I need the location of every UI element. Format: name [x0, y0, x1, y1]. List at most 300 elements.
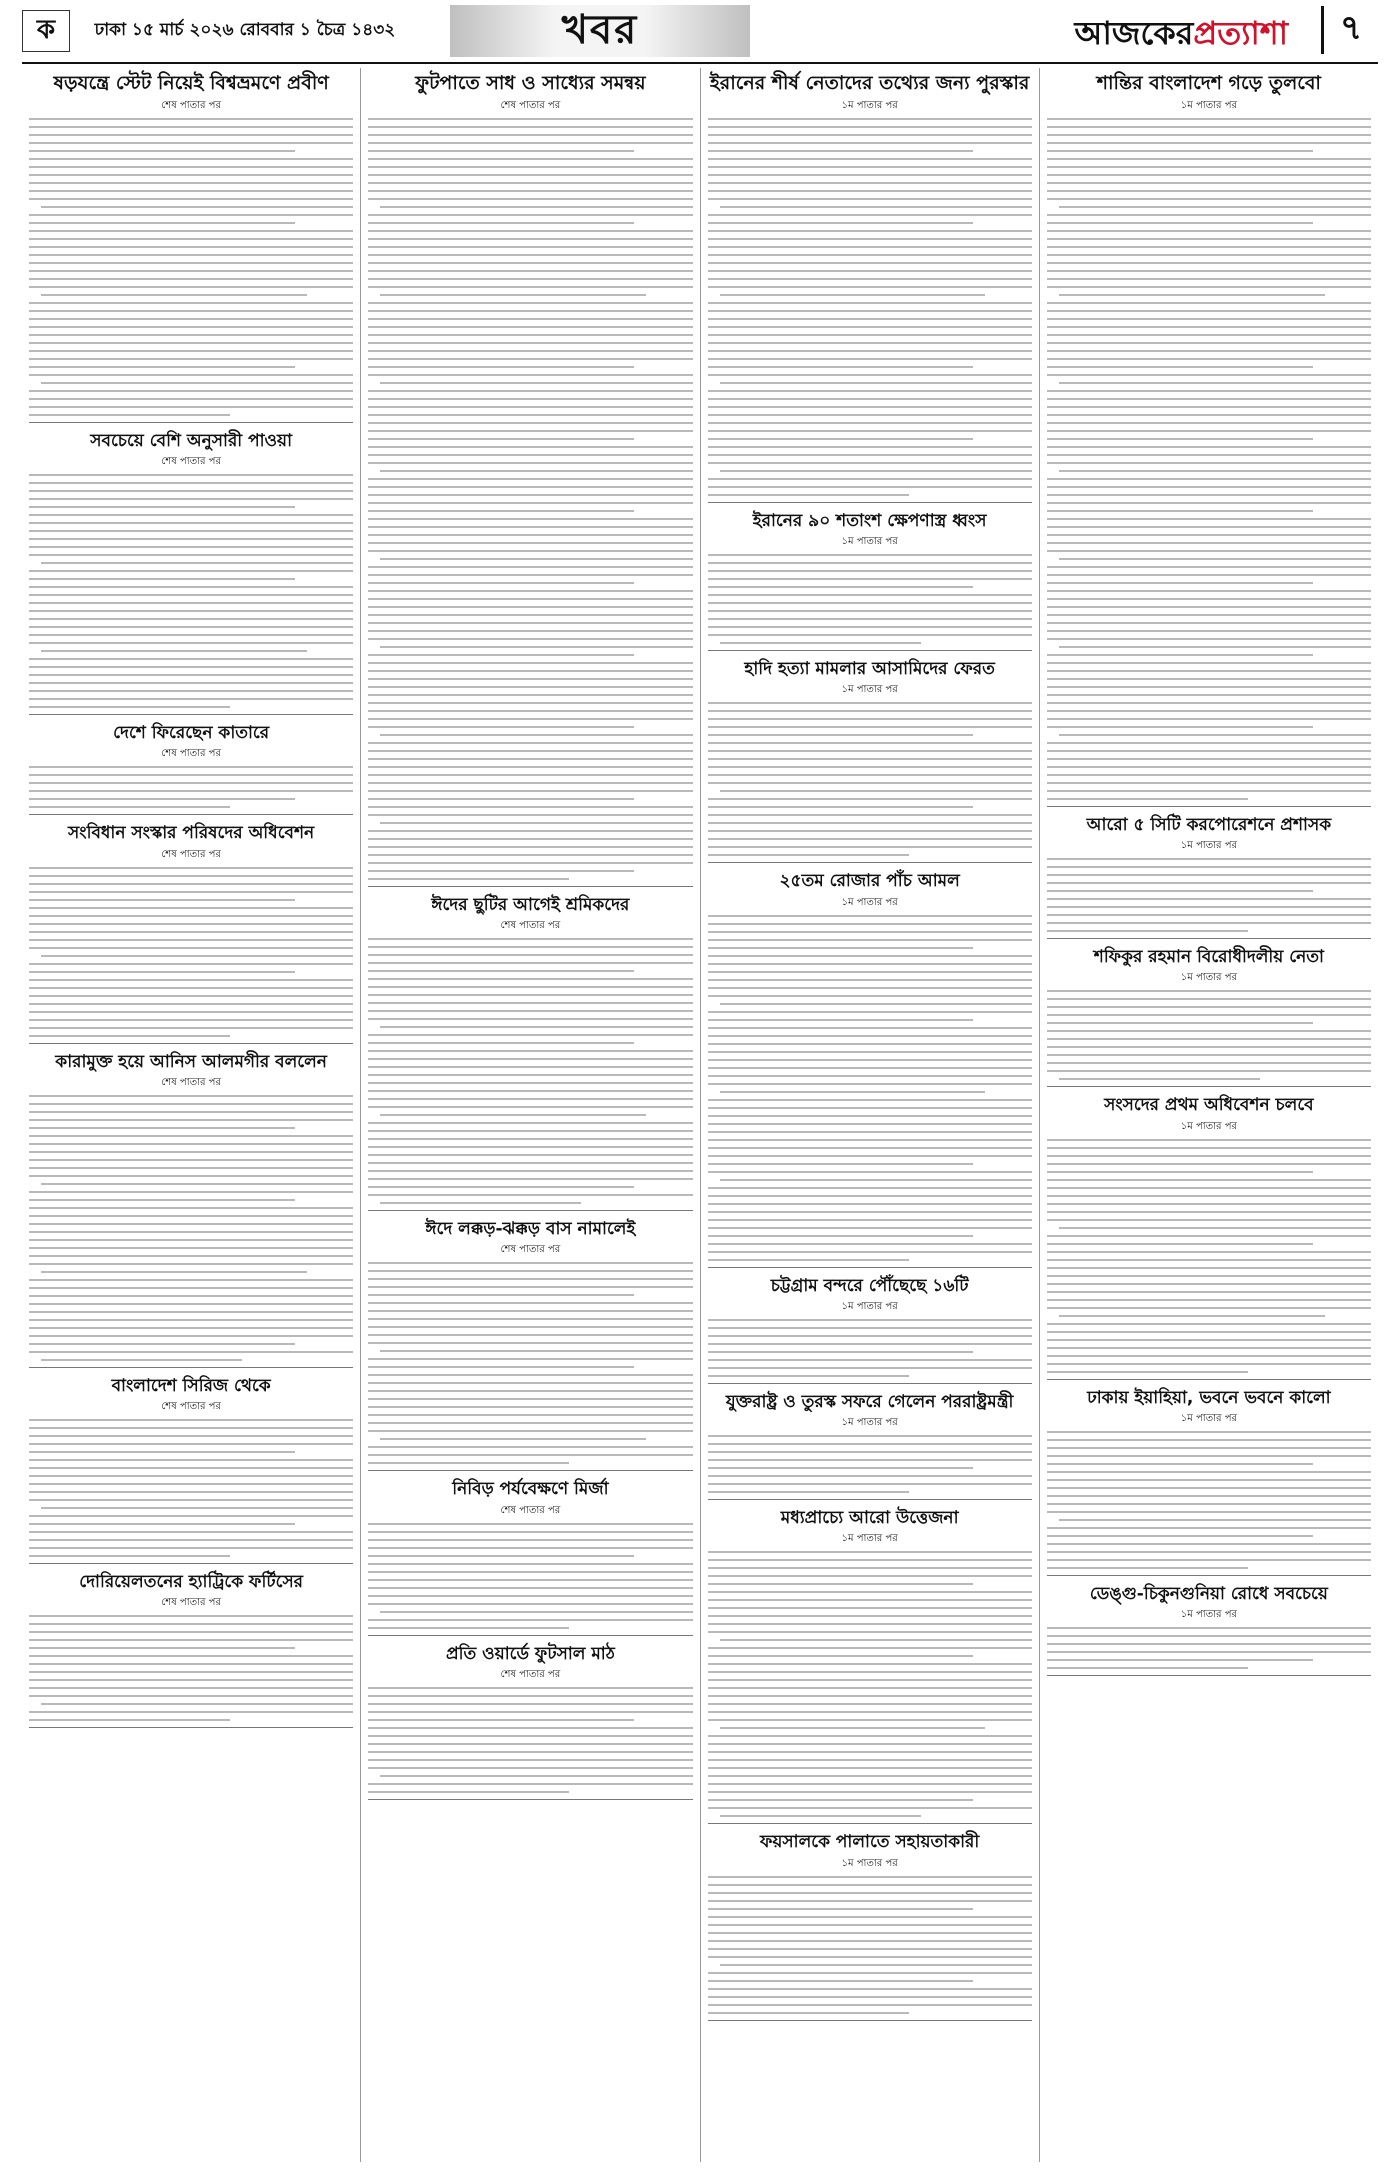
text-line	[368, 962, 692, 964]
text-line	[708, 1435, 1032, 1437]
text-line	[368, 978, 692, 980]
text-line	[29, 923, 353, 925]
article-headline[interactable]: যুক্তরাষ্ট্র ও তুরস্ক সফরে গেলেন পররাষ্ট্রমন্ত্রী	[725, 1391, 1014, 1412]
article	[708, 511, 1032, 651]
article-headline[interactable]: ইরানের শীর্ষ নেতাদের তথ্যের জন্য পুরস্কার	[709, 72, 1030, 94]
text-line	[708, 1375, 909, 1377]
continued-from: ১ম পাতার পর	[841, 536, 898, 547]
text-line	[29, 698, 353, 700]
article	[708, 1508, 1032, 1824]
text-line	[708, 430, 1032, 432]
article-headline[interactable]: হাদি হত্যা মামলার আসামিদের ফেরত	[744, 659, 995, 679]
text-line	[368, 758, 692, 760]
text-line	[29, 1175, 353, 1177]
text-line	[29, 498, 353, 500]
text-line	[368, 1366, 634, 1368]
text-line	[1059, 646, 1371, 648]
text-line	[1047, 1070, 1371, 1072]
text-line	[708, 446, 1032, 448]
text-line	[368, 326, 692, 328]
article-body	[708, 1876, 1032, 2014]
text-line	[1047, 890, 1313, 892]
text-line	[368, 702, 692, 704]
text-line	[1047, 1054, 1371, 1056]
article-divider	[1047, 1575, 1371, 1576]
text-line	[1047, 1219, 1371, 1221]
text-line	[368, 214, 692, 216]
text-line	[1047, 1635, 1371, 1637]
article-divider	[1047, 1379, 1371, 1380]
article-headline[interactable]: সংবিধান সংস্কার পরিষদের অধিবেশন	[68, 823, 315, 844]
text-line	[380, 470, 692, 472]
text-line	[29, 570, 353, 572]
text-line	[368, 1310, 692, 1312]
text-line	[1047, 398, 1371, 400]
article-headline[interactable]: ঈদের ছুটির আগেই শ্রমিকদের	[431, 894, 630, 915]
text-line	[1047, 430, 1371, 432]
text-line	[708, 1703, 1032, 1705]
text-line	[708, 254, 1032, 256]
article-body	[1047, 990, 1371, 1080]
text-line	[29, 995, 353, 997]
text-line	[1047, 1195, 1371, 1197]
text-line	[29, 318, 353, 320]
text-line	[708, 1687, 1032, 1689]
text-line	[1047, 678, 1371, 680]
text-line	[708, 1972, 1032, 1974]
text-line	[29, 891, 353, 893]
continued-from: শেষ পাতার পর	[161, 848, 221, 860]
text-line	[29, 270, 353, 272]
text-line	[1047, 1463, 1313, 1465]
text-line	[368, 1539, 692, 1541]
text-line	[1047, 214, 1371, 216]
article-headline[interactable]: ফয়সালকে পালাতে সহায়তাকারী	[759, 1832, 980, 1853]
text-line	[29, 1483, 353, 1485]
article-headline[interactable]: শান্তির বাংলাদেশ গড়ে তুলবো	[1096, 72, 1321, 94]
text-line	[1059, 382, 1371, 384]
article-headline[interactable]: দোরিয়েলতনের হ্যাট্রিকে ফর্টিসের	[79, 1572, 304, 1592]
text-line	[1059, 1315, 1325, 1317]
continued-from: ১ম পাতার পর	[841, 99, 898, 111]
text-line	[1047, 1323, 1371, 1325]
text-line	[29, 642, 353, 644]
text-line	[368, 782, 692, 784]
text-line	[368, 1262, 692, 1264]
text-line	[29, 1523, 295, 1525]
text-line	[1047, 158, 1371, 160]
text-line	[708, 1647, 1032, 1649]
text-line	[708, 1663, 1032, 1665]
text-line	[708, 1892, 1032, 1894]
text-line	[1047, 1495, 1371, 1497]
text-line	[1047, 598, 1371, 600]
text-line	[29, 222, 295, 224]
article-divider	[708, 1823, 1032, 1824]
text-line	[708, 1908, 974, 1910]
article-divider	[1047, 1086, 1371, 1087]
text-line	[29, 406, 353, 408]
text-line	[368, 1270, 692, 1272]
text-line	[708, 1099, 1032, 1101]
text-line	[1047, 414, 1371, 416]
text-line	[29, 554, 353, 556]
text-line	[1047, 922, 1371, 924]
text-line	[368, 938, 692, 940]
continued-from: ১ম পাতার পর	[1180, 972, 1238, 984]
column-2	[361, 68, 700, 2162]
text-line	[708, 1351, 974, 1353]
text-line	[368, 494, 692, 496]
text-line	[708, 1451, 1032, 1453]
text-line	[29, 350, 353, 352]
text-line	[29, 1427, 353, 1429]
article-divider	[708, 650, 1032, 651]
article	[29, 431, 353, 715]
text-line	[1047, 638, 1371, 640]
text-line	[368, 718, 692, 720]
article-headline[interactable]: শফিকুর রহমান বিরোধীদলীয় নেতা	[1093, 947, 1324, 967]
text-line	[1047, 1535, 1313, 1537]
text-line	[720, 382, 1032, 384]
text-line	[1047, 246, 1371, 248]
text-line	[708, 814, 1032, 816]
text-line	[708, 142, 1032, 144]
article-divider	[708, 502, 1032, 503]
text-line	[1047, 198, 1371, 200]
article-divider	[368, 1210, 692, 1211]
text-line	[708, 1219, 1032, 1221]
article-headline[interactable]: ২৫তম রোজার পাঁচ আমল	[779, 871, 960, 892]
article-divider	[368, 1799, 692, 1800]
article-divider	[368, 1635, 692, 1636]
text-line	[368, 1106, 692, 1108]
text-line	[708, 350, 1032, 352]
text-line	[1047, 790, 1371, 792]
text-line	[1047, 622, 1371, 624]
text-line	[29, 666, 353, 668]
text-line	[368, 1751, 692, 1753]
article-divider	[368, 1470, 692, 1471]
text-line	[29, 774, 353, 776]
text-line	[1047, 1139, 1371, 1141]
text-line	[1047, 118, 1371, 120]
text-line	[368, 1627, 569, 1629]
article-headline[interactable]: ইরানের ৯০ শতাংশ ক্ষেপণাস্ত্র ধ্বংস	[752, 510, 987, 531]
text-line	[708, 939, 1032, 941]
text-line	[1047, 1291, 1371, 1293]
text-line	[29, 1687, 353, 1689]
text-line	[1059, 470, 1371, 472]
text-line	[29, 1279, 353, 1281]
text-line	[368, 838, 692, 840]
text-line	[1047, 866, 1371, 868]
text-line	[41, 955, 353, 957]
article-headline[interactable]: সংসদের প্রথম অধিবেশন চলবে	[1104, 1095, 1314, 1116]
text-line	[368, 158, 692, 160]
text-line	[29, 190, 353, 192]
text-line	[29, 166, 353, 168]
text-line	[368, 1170, 692, 1172]
text-line	[368, 574, 692, 576]
text-line	[1047, 342, 1371, 344]
text-line	[1047, 1046, 1371, 1048]
text-line	[720, 1964, 1032, 1966]
text-line	[708, 1327, 1032, 1329]
article-headline[interactable]: চট্টগ্রাম বন্দরে পৌঁছেছে ১৬টি	[770, 1275, 969, 1296]
text-line	[1059, 1227, 1371, 1229]
text-line	[708, 1195, 1032, 1197]
article	[708, 871, 1032, 1267]
article-body	[29, 1615, 353, 1721]
text-line	[368, 510, 634, 512]
text-line	[29, 1247, 353, 1249]
text-line	[380, 382, 692, 384]
text-line	[29, 1655, 353, 1657]
page-number: ৭	[1321, 6, 1378, 54]
text-line	[708, 1719, 1032, 1721]
text-line	[368, 406, 692, 408]
text-line	[368, 358, 692, 360]
text-line	[29, 310, 353, 312]
article-headline[interactable]: সবচেয়ে বেশি অনুসারী পাওয়া	[90, 430, 292, 451]
text-line	[29, 682, 353, 684]
text-line	[708, 1711, 1032, 1713]
text-line	[29, 1711, 353, 1713]
publication-date: ঢাকা ১৫ মার্চ ২০২৬ রোববার ১ চৈত্র ১৪৩২	[94, 20, 396, 40]
text-line	[368, 1334, 692, 1336]
text-line	[708, 126, 1032, 128]
text-line	[1047, 1251, 1371, 1253]
text-line	[708, 718, 1032, 720]
text-line	[1047, 486, 1371, 488]
article	[368, 1219, 692, 1471]
text-line	[708, 1767, 1032, 1769]
text-line	[368, 1358, 692, 1360]
text-line	[1047, 614, 1371, 616]
text-line	[368, 1082, 692, 1084]
text-line	[1047, 422, 1371, 424]
text-line	[1059, 294, 1325, 296]
text-line	[29, 1671, 353, 1673]
text-line	[708, 822, 1032, 824]
text-line	[29, 947, 353, 949]
article-headline[interactable]: মধ্যপ্রাচ্যে আরো উত্তেজনা	[780, 1508, 959, 1528]
text-line	[708, 562, 1032, 564]
text-line	[708, 150, 974, 152]
text-line	[368, 750, 692, 752]
text-line	[29, 602, 353, 604]
text-line	[708, 846, 1032, 848]
text-line	[708, 1259, 909, 1261]
text-line	[368, 806, 692, 808]
article	[708, 1392, 1032, 1500]
text-line	[1047, 774, 1371, 776]
text-line	[29, 658, 353, 660]
text-line	[708, 1932, 1032, 1934]
text-line	[368, 126, 692, 128]
text-line	[1047, 1171, 1313, 1173]
text-line	[708, 1251, 1032, 1253]
article-body	[708, 915, 1032, 1261]
text-line	[708, 438, 974, 440]
text-line	[29, 1663, 353, 1665]
text-line	[29, 230, 353, 232]
text-line	[368, 830, 692, 832]
article	[1047, 1388, 1371, 1576]
text-line	[29, 522, 353, 524]
text-line	[29, 302, 353, 304]
text-line	[1047, 270, 1371, 272]
text-line	[1059, 206, 1371, 208]
text-line	[1047, 526, 1371, 528]
text-line	[368, 622, 692, 624]
article-divider	[29, 1727, 353, 1728]
continued-from: ১ম পাতার পর	[1180, 99, 1238, 111]
text-line	[29, 1719, 230, 1721]
text-line	[708, 1107, 1032, 1109]
text-line	[41, 294, 307, 296]
text-line	[1047, 1363, 1371, 1365]
text-line	[708, 955, 1032, 957]
text-line	[708, 1147, 1032, 1149]
text-line	[29, 398, 353, 400]
text-line	[1047, 798, 1248, 800]
text-line	[708, 1343, 1032, 1345]
text-line	[380, 1202, 581, 1204]
text-line	[708, 626, 1032, 628]
article	[708, 659, 1032, 863]
article-divider	[29, 422, 353, 423]
text-line	[1047, 478, 1371, 480]
text-line	[29, 610, 353, 612]
text-line	[29, 1143, 353, 1145]
text-line	[368, 1547, 692, 1549]
text-line	[708, 182, 1032, 184]
text-line	[1047, 302, 1371, 304]
text-line	[368, 1563, 692, 1565]
text-line	[708, 230, 1032, 232]
text-line	[708, 1483, 1032, 1485]
article-body	[29, 118, 353, 416]
text-line	[368, 790, 692, 792]
text-line	[708, 1203, 1032, 1205]
text-line	[29, 538, 353, 540]
text-line	[368, 198, 692, 200]
text-line	[1047, 874, 1371, 876]
text-line	[708, 478, 1032, 480]
article-headline[interactable]: প্রতি ওয়ার্ডে ফুটসাল মাঠ	[445, 1643, 615, 1664]
text-line	[368, 318, 692, 320]
text-line	[368, 278, 692, 280]
text-line	[41, 1507, 353, 1509]
text-line	[708, 915, 1032, 917]
text-line	[1047, 1235, 1371, 1237]
text-line	[41, 1271, 307, 1273]
text-line	[708, 494, 909, 496]
text-line	[29, 578, 295, 580]
text-line	[708, 1035, 1032, 1037]
article-headline[interactable]: ঢাকায় ইয়াহিয়া, ভবনে ভবনে কালো	[1087, 1387, 1331, 1408]
article-headline[interactable]: দেশে ফিরেছেন কাতারে	[113, 723, 270, 743]
text-line	[368, 726, 634, 728]
article-headline[interactable]: বাংলাদেশ সিরিজ থেকে	[111, 1375, 271, 1396]
text-line	[368, 1066, 692, 1068]
text-line	[29, 1231, 353, 1233]
section-title: খবর	[450, 5, 750, 57]
article-body	[29, 1419, 353, 1557]
text-line	[29, 1319, 353, 1321]
text-line	[29, 706, 230, 708]
text-line	[1047, 1147, 1371, 1149]
text-line	[708, 462, 1032, 464]
text-line	[368, 1735, 692, 1737]
text-line	[368, 134, 692, 136]
article-headline[interactable]: কারামুক্ত হয়ে আনিস আলমগীর বললেন	[55, 1051, 327, 1072]
text-line	[29, 1467, 353, 1469]
article-headline[interactable]: ঈদে লক্কড়-ঝক্কড় বাস নামালেই	[425, 1219, 636, 1239]
text-line	[368, 1130, 692, 1132]
continued-from: ১ম পাতার পর	[1180, 1609, 1238, 1620]
text-line	[29, 1287, 353, 1289]
text-line	[29, 1435, 353, 1437]
text-line	[368, 1194, 692, 1196]
article-headline[interactable]: আরো ৫ সিটি করপোরেশনে প্রশাসক	[1086, 814, 1332, 835]
text-line	[368, 1042, 634, 1044]
text-line	[380, 822, 692, 824]
text-line	[368, 814, 692, 816]
text-line	[1047, 1211, 1371, 1213]
text-line	[708, 214, 1032, 216]
article	[368, 1644, 692, 1800]
article	[368, 72, 692, 887]
text-line	[368, 1743, 692, 1745]
text-line	[708, 2004, 1032, 2006]
text-line	[368, 1783, 692, 1785]
article-headline[interactable]: ডেঙ্গু-চিকুনগুনিয়া রোধে সবচেয়ে	[1089, 1583, 1328, 1604]
text-line	[708, 1083, 1032, 1085]
text-line	[29, 1167, 353, 1169]
text-line	[368, 1579, 692, 1581]
text-line	[708, 766, 1032, 768]
article-headline[interactable]: নিবিড় পর্যবেক্ষণে মির্জা	[452, 1479, 609, 1500]
text-line	[29, 358, 353, 360]
text-line	[1047, 254, 1371, 256]
text-line	[1047, 694, 1371, 696]
text-line	[41, 1359, 242, 1361]
text-line	[1047, 1062, 1371, 1064]
article-headline[interactable]: ফুটপাতে সাধ ও সাধ্যের সমন্বয়	[415, 72, 646, 94]
text-line	[1047, 502, 1371, 504]
continued-from: ১ম পাতার পর	[841, 1857, 898, 1869]
text-line	[29, 1539, 353, 1541]
article-headline[interactable]: ষড়যন্ত্রে স্টেট নিয়েই বিশ্বভ্রমণে প্রবীণ	[53, 72, 329, 94]
text-line	[368, 462, 692, 464]
continued-from: ১ম পাতার পর	[1180, 1412, 1238, 1424]
text-line	[1047, 906, 1371, 908]
continued-from: শেষ পাতার পর	[161, 1401, 221, 1412]
article-body	[368, 1262, 692, 1464]
article-divider	[708, 1499, 1032, 1500]
text-line	[708, 1359, 1032, 1361]
text-line	[29, 1103, 353, 1105]
article-divider	[29, 714, 353, 715]
text-line	[720, 1091, 986, 1093]
text-line	[29, 158, 353, 160]
text-line	[708, 1988, 1032, 1990]
text-line	[368, 366, 634, 368]
text-line	[1047, 766, 1371, 768]
